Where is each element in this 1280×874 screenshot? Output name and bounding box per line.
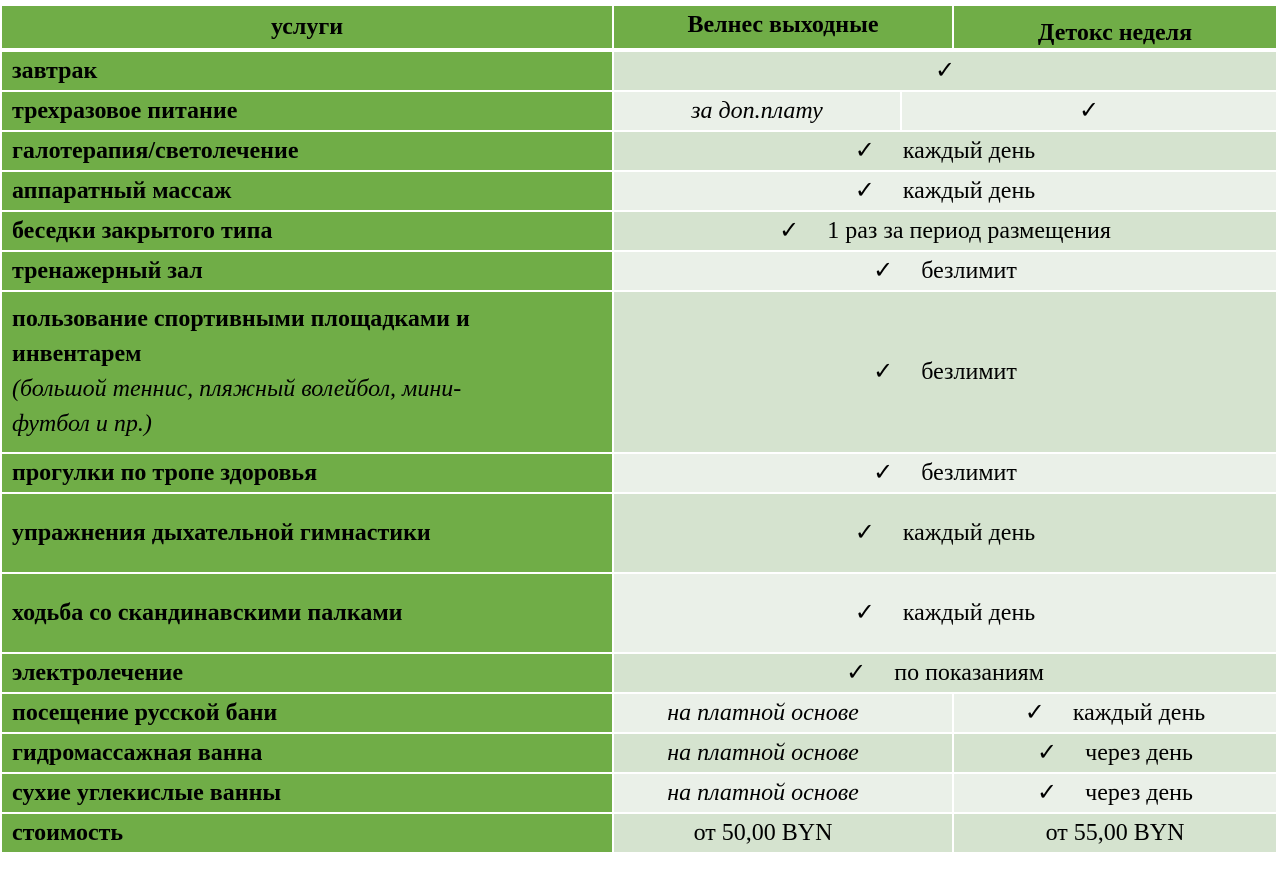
- value-text: безлимит: [921, 258, 1017, 284]
- detox-value: [954, 774, 1278, 814]
- value-text: безлимит: [921, 460, 1017, 486]
- merged-value: [614, 574, 1278, 654]
- table-row: [2, 814, 1278, 854]
- services-comparison-table: [2, 6, 1278, 854]
- service-name: посещение русской бани: [2, 694, 614, 734]
- service-name: аппаратный массаж: [2, 172, 614, 212]
- value-text: каждый день: [902, 178, 1036, 204]
- check-mark-icon: ✓: [1037, 780, 1058, 806]
- merged-value: [614, 52, 1278, 92]
- merged-value: [614, 132, 1278, 172]
- service-name: ходьба со скандинавскими палками: [2, 574, 614, 654]
- table-row: [2, 292, 1278, 454]
- table-row: [2, 494, 1278, 574]
- merged-value: [614, 292, 1278, 454]
- wellness-value: на платной основе: [614, 774, 954, 814]
- table-row: [2, 212, 1278, 252]
- header-wellness-weekend: Велнес выходные: [614, 6, 954, 52]
- value-text: через день: [1085, 740, 1193, 766]
- wellness-value: на платной основе: [614, 694, 954, 734]
- table-row: [2, 654, 1278, 694]
- merged-value: [614, 212, 1278, 252]
- check-mark-icon: ✓: [854, 178, 875, 204]
- check-mark-icon: ✓: [854, 520, 875, 546]
- service-name: [2, 292, 614, 454]
- check-mark-icon: ✓: [854, 138, 875, 164]
- table-row: [2, 694, 1278, 734]
- wellness-price: от 50,00 BYN: [614, 814, 954, 854]
- service-name: тренажерный зал: [2, 252, 614, 292]
- table-row: [2, 52, 1278, 92]
- header-detox-week: Детокс неделя: [954, 6, 1278, 52]
- check-mark-icon: ✓: [1024, 700, 1045, 726]
- table-row: [2, 734, 1278, 774]
- service-name: завтрак: [2, 52, 614, 92]
- check-mark-icon: ✓: [779, 218, 800, 244]
- check-mark-icon: ✓: [934, 58, 956, 84]
- table-row: [2, 172, 1278, 212]
- value-text: 1 раз за период размещения: [827, 218, 1111, 244]
- value-text: через день: [1085, 780, 1193, 806]
- service-name: сухие углекислые ванны: [2, 774, 614, 814]
- check-mark-icon: ✓: [1037, 740, 1058, 766]
- service-name: гидромассажная ванна: [2, 734, 614, 774]
- check-mark-icon: ✓: [873, 258, 894, 284]
- merged-value: [614, 654, 1278, 694]
- wellness-value: на платной основе: [614, 734, 954, 774]
- value-text: каждый день: [902, 600, 1036, 626]
- check-mark-icon: ✓: [846, 660, 867, 686]
- table-row: [2, 252, 1278, 292]
- table-row: [2, 574, 1278, 654]
- service-name: упражнения дыхательной гимнастики: [2, 494, 614, 574]
- value-text: безлимит: [921, 359, 1017, 385]
- merged-value: [614, 494, 1278, 574]
- detox-value: [954, 734, 1278, 774]
- merged-value: [614, 252, 1278, 292]
- table-header-row: [2, 6, 1278, 52]
- merged-value: [614, 172, 1278, 212]
- check-mark-icon: ✓: [1078, 98, 1100, 124]
- detox-price: от 55,00 BYN: [954, 814, 1278, 854]
- value-text: каждый день: [902, 138, 1036, 164]
- table-row: [2, 92, 1278, 132]
- table-row: [2, 132, 1278, 172]
- table-row: [2, 454, 1278, 494]
- table-row: [2, 774, 1278, 814]
- service-name: стоимость: [2, 814, 614, 854]
- detox-value: [902, 92, 1278, 132]
- service-name: прогулки по тропе здоровья: [2, 454, 614, 494]
- wellness-value: за доп.плату: [614, 92, 902, 132]
- header-services: услуги: [2, 6, 614, 52]
- service-note: (большой теннис, пляжный волейбол, мини-футбол и пр.): [12, 376, 462, 437]
- service-name: галотерапия/светолечение: [2, 132, 614, 172]
- value-text: по показаниям: [894, 660, 1044, 686]
- service-name: беседки закрытого типа: [2, 212, 614, 252]
- service-title: пользование спортивными площадками и инвентарем: [12, 306, 470, 367]
- check-mark-icon: ✓: [873, 460, 894, 486]
- value-text: каждый день: [1072, 700, 1206, 726]
- service-name: электролечение: [2, 654, 614, 694]
- check-mark-icon: ✓: [854, 600, 875, 626]
- merged-value: [614, 454, 1278, 494]
- service-name: трехразовое питание: [2, 92, 614, 132]
- detox-value: [954, 694, 1278, 734]
- check-mark-icon: ✓: [873, 359, 894, 385]
- value-text: каждый день: [902, 520, 1036, 546]
